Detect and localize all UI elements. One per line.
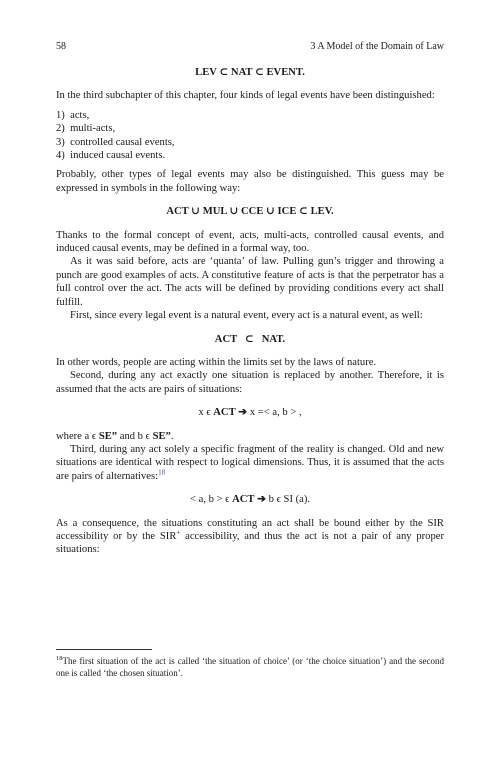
- implies-arrow-icon: ➔: [257, 494, 267, 506]
- formula-lev-nat-event: LEV ⊂ NAT ⊂ EVENT.: [195, 67, 305, 78]
- formula-lhs: < a, b > ϵ: [189, 494, 230, 506]
- paragraph-other-types: Probably, other types of legal events may also be distinguished. This guess may be expressed in symbols in the following way:: [56, 169, 444, 194]
- formula-act-nat: ACT ⊂ NAT.: [214, 333, 286, 345]
- paragraph-legal-events-intro: In the third subchapter of this chapter, four kinds of legal events have been distinguished:: [56, 90, 435, 102]
- formula-alternatives: [56, 493, 444, 506]
- footnote-reference-link[interactable]: 18: [158, 468, 166, 477]
- list-item: 4) induced causal events.: [56, 150, 166, 162]
- paragraph-where-se: [56, 430, 444, 443]
- formula-rhs: b ϵ SI (a).: [268, 494, 311, 506]
- list-item: 2) multi-acts,: [56, 123, 116, 135]
- paragraph-first-condition: First, since every legal event is a natural event, every act is a natural event, as well:: [70, 310, 423, 322]
- text-fragment: .: [170, 430, 174, 442]
- list-item: 1) acts,: [56, 109, 90, 121]
- implies-arrow-icon: ➔: [238, 407, 248, 419]
- text-fragment: accessibility, and thus the act is not a pair of any proper situations:: [56, 530, 444, 556]
- text-fragment: As a consequence, the situations constituting an act shall be bound either by the SIR accessibility or by the SIR: [56, 517, 444, 542]
- page-body: [56, 66, 444, 557]
- paragraph-acts-quanta: As it was said before, acts are ‘quanta’ of law. Pulling gun’s trigger and throwing a punch are good examples of acts. A constitutive feature of acts is that the perpetrator has a full control over the act. The acts will be defined by providing conditions every act shall fulfill.: [56, 256, 444, 308]
- paragraph-third-condition: [56, 443, 444, 483]
- symbol-se: SE”: [152, 430, 171, 442]
- formula-rhs: x =< a, b > ,: [249, 407, 302, 419]
- paragraph-consequence: [56, 517, 444, 557]
- text-fragment: where a ϵ: [56, 430, 99, 442]
- formula-act-symbol: ACT: [232, 494, 255, 506]
- formula-act-pair: [56, 406, 444, 419]
- page-number: 58: [56, 41, 66, 52]
- footnote: [56, 656, 444, 679]
- text-fragment: Third, during any act solely a specific fragment of the reality is changed. Old and new situations are identical with respect to logical dimensions. Thus, it is assumed that the acts are pairs of alternatives:: [56, 443, 444, 482]
- footnote-number: 18: [56, 655, 63, 662]
- formula-lhs: x ϵ: [198, 407, 211, 419]
- footnote-divider: [56, 649, 152, 650]
- formula-act-symbol: ACT: [213, 407, 236, 419]
- page-header: [56, 40, 444, 54]
- list-item: 3) controlled causal events,: [56, 136, 175, 148]
- paragraph-formal-concept: Thanks to the formal concept of event, acts, multi-acts, controlled causal events, and induced causal events, may be defined in a formal way, too.: [56, 229, 444, 255]
- superscript-plus: +: [176, 528, 181, 537]
- paragraph-laws-of-nature: In other words, people are acting within the limits set by the laws of nature.: [56, 356, 377, 368]
- symbol-se: SE”: [98, 430, 118, 442]
- legal-event-kinds-list: [56, 109, 444, 163]
- running-title: 3 A Model of the Domain of Law: [310, 41, 444, 52]
- formula-union-lev: ACT ∪ MUL ∪ CCE ∪ ICE ⊂ LEV.: [166, 206, 334, 218]
- footnote-text: The first situation of the act is called ‘the situation of choice’ (or ‘the choice situation’) and the second one is called ‘the chosen situation’.: [56, 656, 444, 678]
- paragraph-second-condition: Second, during any act exactly one situation is replaced by another. Therefore, it is assumed that the acts are pairs of situations:: [56, 370, 444, 395]
- text-fragment: and b ϵ: [117, 430, 153, 442]
